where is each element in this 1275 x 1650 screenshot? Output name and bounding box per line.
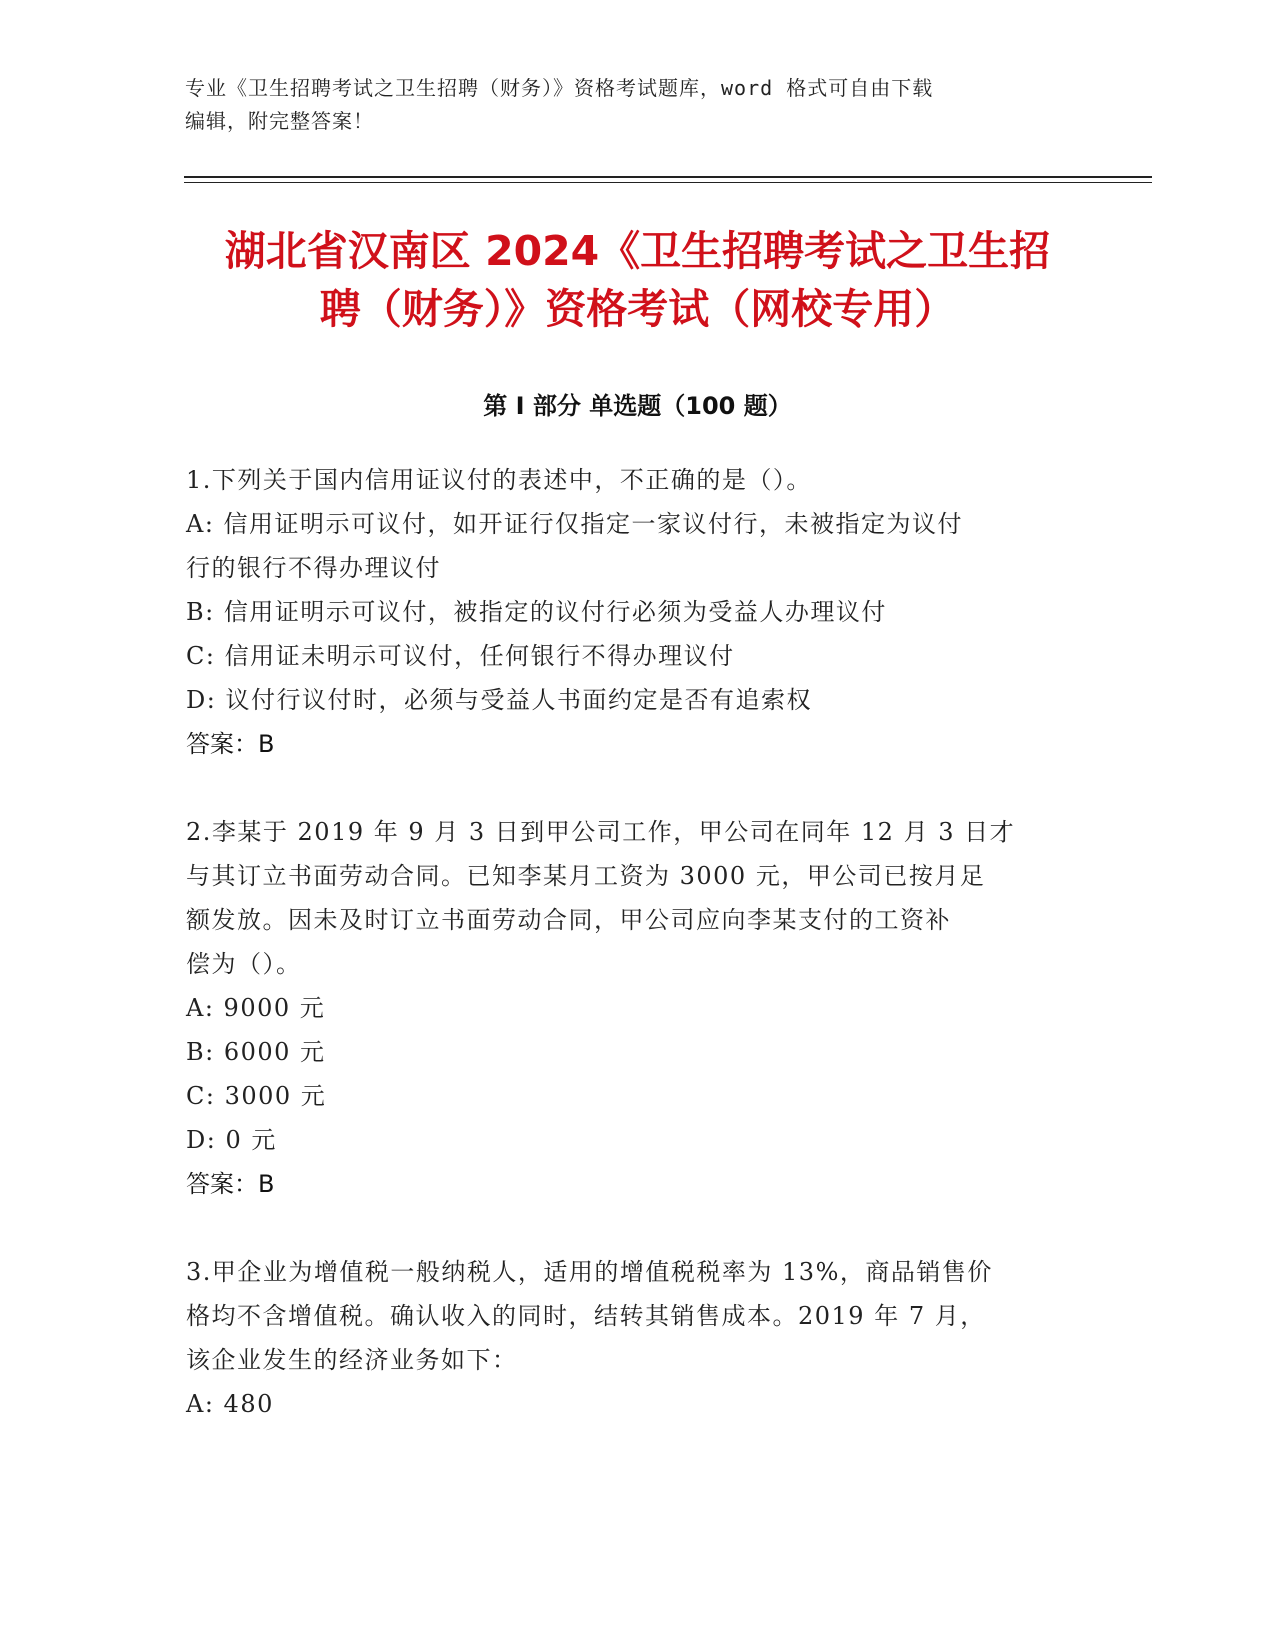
question-2-option-a: A: 9000 元 <box>186 994 326 1022</box>
document-title <box>160 222 1115 338</box>
question-1-option-c: C: 信用证未明示可议付，任何银行不得办理议付 <box>186 642 735 670</box>
question-3-stem-line-2: 格均不含增值税。确认收入的同时，结转其销售成本。2019 年 7 月， <box>186 1302 986 1330</box>
question-3-stem-line-3: 该企业发生的经济业务如下： <box>186 1346 518 1374</box>
question-2-stem-line-3: 额发放。因未及时订立书面劳动合同，甲公司应向李某支付的工资补 <box>186 906 951 934</box>
question-2-option-d: D: 0 元 <box>186 1126 277 1154</box>
header-rule-thick <box>184 176 1152 178</box>
question-1-option-a-line-2: 行的银行不得办理议付 <box>186 554 441 582</box>
question-1-option-d: D: 议付行议付时，必须与受益人书面约定是否有追索权 <box>186 686 812 714</box>
header-rule-thin <box>184 182 1152 183</box>
header-note-line-1: 专业《卫生招聘考试之卫生招聘（财务）》资格考试题库，word 格式可自由下载 <box>185 76 934 100</box>
question-1-option-a-line-1: A: 信用证明示可议付，如开证行仅指定一家议付行，未被指定为议付 <box>186 510 964 538</box>
question-3-option-a: A: 480 <box>186 1390 274 1418</box>
question-2-answer: 答案：B <box>186 1170 275 1198</box>
section-title: 第 I 部分 单选题（100 题） <box>483 392 792 420</box>
question-1-option-b: B: 信用证明示可议付，被指定的议付行必须为受益人办理议付 <box>186 598 887 626</box>
document-title-line-1: 湖北省汉南区 2024《卫生招聘考试之卫生招 <box>224 227 1051 275</box>
question-2-option-c: C: 3000 元 <box>186 1082 327 1110</box>
question-1-stem: 1.下列关于国内信用证议付的表述中，不正确的是（）。 <box>186 466 812 494</box>
document-title-line-2: 聘（财务）》资格考试（网校专用） <box>319 285 956 333</box>
header-note-line-2: 编辑，附完整答案！ <box>185 109 374 133</box>
question-2-option-b: B: 6000 元 <box>186 1038 326 1066</box>
question-3-stem-line-1: 3.甲企业为增值税一般纳税人，适用的增值税税率为 13%，商品销售价 <box>186 1258 993 1286</box>
header-note <box>185 72 1085 138</box>
question-2-stem-line-1: 2.李某于 2019 年 9 月 3 日到甲公司工作，甲公司在同年 12 月 3 日才 <box>186 818 1016 846</box>
question-1-answer: 答案：B <box>186 730 275 758</box>
question-2-stem-line-2: 与其订立书面劳动合同。已知李某月工资为 3000 元，甲公司已按月足 <box>186 862 986 890</box>
question-2-stem-line-4: 偿为（）。 <box>186 950 302 978</box>
